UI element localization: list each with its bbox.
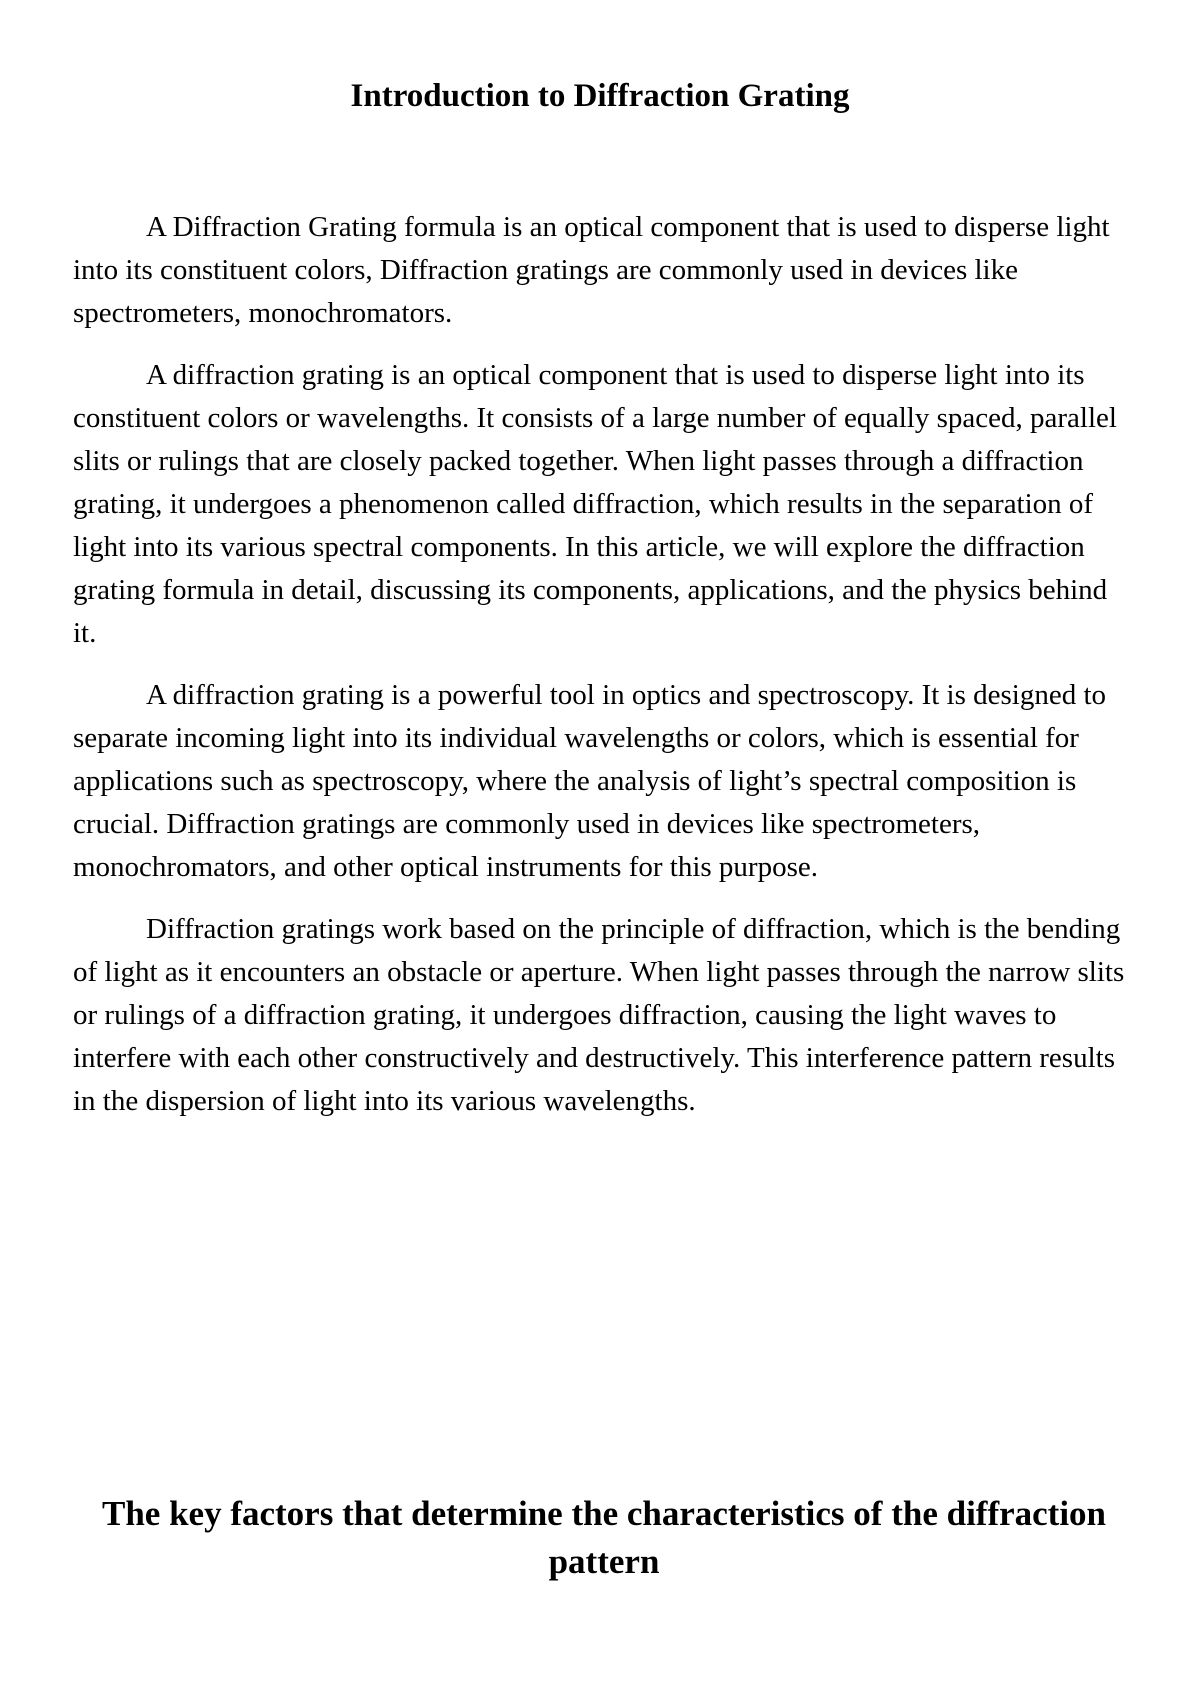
- paragraph-4: Diffraction gratings work based on the principle of diffraction, which is the bending of light as it encounters an obstacle or aperture. When light passes through the narrow slits or rulings of a diffraction grating, it undergoes diffraction, causing the light waves to interfere with each other constructively and destructively. This interference pattern results in the dispersion of light into its various wavelengths.: [73, 913, 1125, 1117]
- section-heading: The key factors that determine the characteristics of the diffraction pattern: [101, 1494, 1107, 1581]
- document-title: Introduction to Diffraction Grating: [350, 78, 850, 114]
- paragraph-1: A Diffraction Grating formula is an optical component that is used to disperse light into its constituent colors, Diffraction gratings are commonly used in devices like spectrometers, monochromators.: [73, 211, 1110, 329]
- paragraph-3: A diffraction grating is a powerful tool in optics and spectroscopy. It is designed to separate incoming light into its individual wavelengths or colors, which is essential for applications such as spectroscopy, where the analysis of light’s spectral composition is crucial. Diffraction gratings are commonly used in devices like spectrometers, monochromators, and other optical instruments for this purpose.: [73, 679, 1107, 883]
- paragraph-2: A diffraction grating is an optical component that is used to disperse light into its constituent colors or wavelengths. It consists of a large number of equally spaced, parallel slits or rulings that are closely packed together. When light passes through a diffraction grating, it undergoes a phenomenon called diffraction, which results in the separation of light into its various spectral components. In this article, we will explore the diffraction grating formula in detail, discussing its components, applications, and the physics behind it.: [73, 359, 1117, 649]
- document-body: [73, 206, 1135, 1142]
